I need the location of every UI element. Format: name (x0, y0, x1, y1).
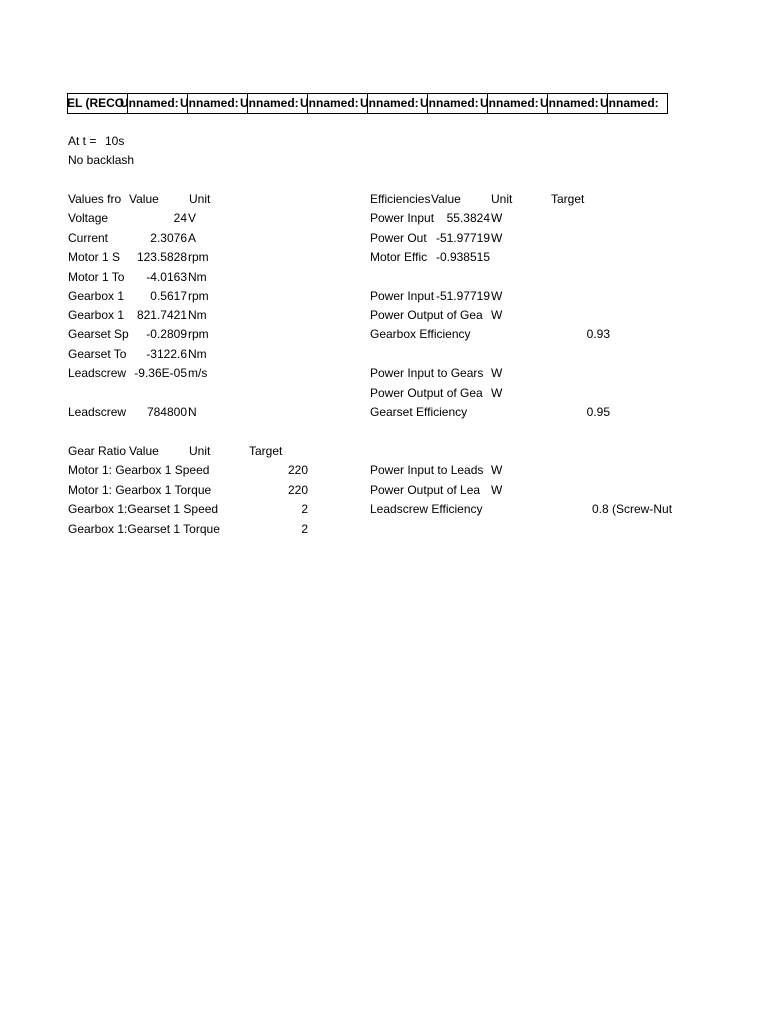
values-row-label: Gearset To (68, 347, 127, 361)
time-label: At t = (68, 134, 97, 148)
header-cell: Unnamed: (428, 94, 488, 113)
gear-ratio-row-target: 220 (287, 463, 308, 477)
header-cell: EL (RECO (68, 94, 128, 113)
gear-ratio-row-label: Motor 1: Gearbox 1 Speed (68, 463, 210, 477)
efficiency-row-unit: W (491, 463, 503, 477)
header-cell: Unnamed: (548, 94, 608, 113)
efficiency-row-unit: W (491, 386, 503, 400)
values-row-unit: Nm (188, 347, 207, 361)
gear-ratio-row-target: 2 (301, 502, 308, 516)
efficiency-header-value: Value (431, 192, 461, 206)
values-row-value: -3122.6 (146, 347, 187, 361)
efficiency-row-label: Power Output of Gea (370, 386, 483, 400)
values-row-label: Gearbox 1 (68, 308, 125, 322)
header-cell: Unnamed: (608, 94, 668, 113)
values-row-value: -4.0163 (146, 270, 187, 284)
values-row-value: 0.5617 (150, 289, 187, 303)
efficiency-row-label: Power Output of Lea (370, 483, 481, 497)
values-row-unit: Nm (188, 308, 207, 322)
values-row-label: Motor 1 S (68, 250, 121, 264)
values-row-label: Leadscrew (68, 405, 127, 419)
values-row-value: -0.2809 (146, 327, 187, 341)
backlash-note: No backlash (68, 153, 135, 167)
efficiency-row-unit: W (491, 231, 503, 245)
efficiency-row-target: 0.8 (Screw-Nut (592, 502, 673, 516)
values-row-value: 2.3076 (150, 231, 187, 245)
efficiency-row-label: Leadscrew Efficiency (370, 502, 483, 516)
values-row-label: Gearset Sp (68, 327, 129, 341)
values-header-value: Value (129, 192, 159, 206)
gear-ratio-header-value: Value (129, 444, 159, 458)
efficiency-row-value: 55.3824 (446, 211, 490, 225)
gear-ratio-header-label: Gear Ratio (68, 444, 127, 458)
values-row-unit: N (188, 405, 197, 419)
values-row-unit: Nm (188, 270, 207, 284)
efficiency-row-unit: W (491, 308, 503, 322)
gear-ratio-header-target: Target (249, 444, 283, 458)
values-header-unit: Unit (189, 192, 211, 206)
header-cell: Unnamed: (368, 94, 428, 113)
values-row-value: 123.5828 (136, 250, 187, 264)
efficiency-row-label: Power Input (370, 289, 435, 303)
values-row-value: -9.36E-05 (134, 366, 187, 380)
efficiency-row-value: -51.97719 (435, 289, 490, 303)
efficiency-row-value: -51.97719 (435, 231, 490, 245)
values-header-label: Values fro (68, 192, 122, 206)
values-row-label: Voltage (68, 211, 109, 225)
efficiency-row-label: Power Output of Gea (370, 308, 483, 322)
values-row-value: 784800 (146, 405, 187, 419)
time-value: 10s (105, 134, 125, 148)
gear-ratio-header-unit: Unit (189, 444, 211, 458)
efficiency-row-target: 0.95 (586, 405, 610, 419)
gear-ratio-row-label: Gearbox 1:Gearset 1 Torque (68, 522, 220, 536)
efficiency-row-label: Gearbox Efficiency (370, 327, 471, 341)
gear-ratio-row-target: 220 (287, 483, 308, 497)
header-cell: Unnamed: (308, 94, 368, 113)
efficiency-header-unit: Unit (491, 192, 513, 206)
efficiency-row-label: Power Input to Leads (370, 463, 484, 477)
efficiency-row-unit: W (491, 483, 503, 497)
values-row-unit: rpm (188, 327, 209, 341)
values-row-label: Current (68, 231, 109, 245)
efficiency-row-label: Power Out (370, 231, 427, 245)
efficiency-row-label: Power Input (370, 211, 435, 225)
values-row-value: 24 (173, 211, 187, 225)
header-cell: Unnamed: (188, 94, 248, 113)
efficiency-row-label: Power Input to Gears (370, 366, 484, 380)
gear-ratio-row-label: Motor 1: Gearbox 1 Torque (68, 483, 212, 497)
values-row-unit: m/s (188, 366, 208, 380)
values-row-unit: rpm (188, 250, 209, 264)
efficiency-row-unit: W (491, 289, 503, 303)
values-row-value: 821.7421 (136, 308, 187, 322)
gear-ratio-row-target: 2 (301, 522, 308, 536)
values-row-unit: rpm (188, 289, 209, 303)
values-row-label: Leadscrew (68, 366, 127, 380)
values-row-label: Gearbox 1 (68, 289, 125, 303)
header-row (67, 93, 668, 114)
efficiency-row-label: Motor Effic (370, 250, 428, 264)
efficiency-header-label: Efficiencies (370, 192, 431, 206)
values-row-unit: V (188, 211, 197, 225)
efficiency-header-target: Target (551, 192, 585, 206)
efficiency-row-value: -0.938515 (435, 250, 490, 264)
efficiency-row-label: Gearset Efficiency (370, 405, 468, 419)
gear-ratio-row-label: Gearbox 1:Gearset 1 Speed (68, 502, 219, 516)
efficiency-row-target: 0.93 (586, 327, 610, 341)
values-row-unit: A (188, 231, 197, 245)
header-cell: Unnamed: (128, 94, 188, 113)
efficiency-row-unit: W (491, 211, 503, 225)
header-cell: Unnamed: (488, 94, 548, 113)
efficiency-row-unit: W (491, 366, 503, 380)
values-row-label: Motor 1 To (68, 270, 125, 284)
header-cell: Unnamed: (248, 94, 308, 113)
